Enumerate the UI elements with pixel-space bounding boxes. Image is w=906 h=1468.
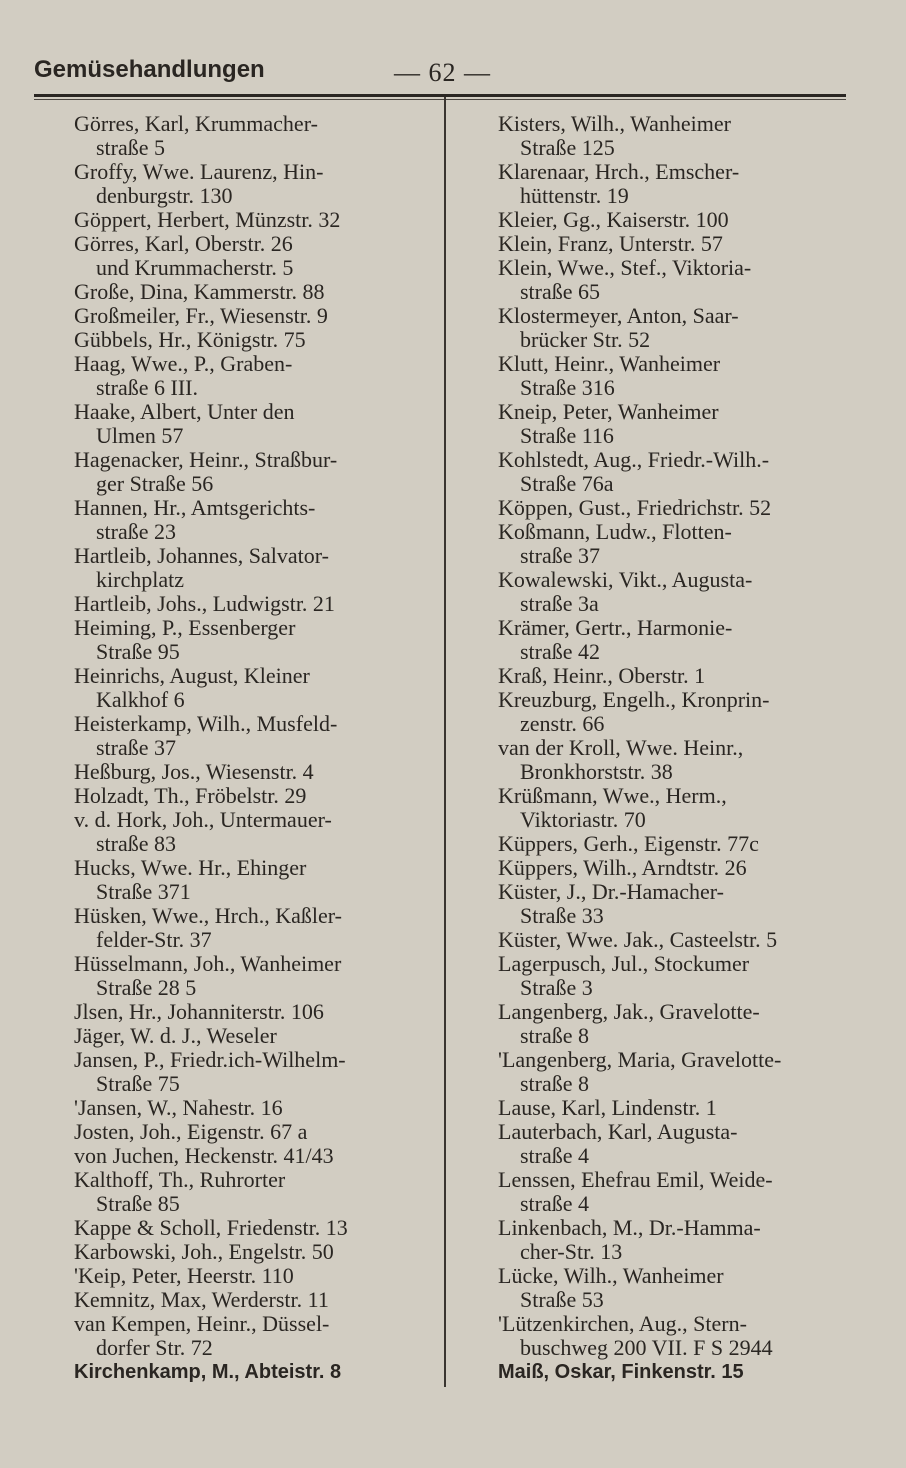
directory-entry xyxy=(74,232,434,280)
entry-name-line: van der Kroll, Wwe. Heinr., xyxy=(498,735,744,760)
directory-entry xyxy=(74,784,434,808)
directory-entry xyxy=(74,448,434,496)
directory-entry xyxy=(498,1216,863,1264)
entry-name-line: Heinrichs, August, Kleiner xyxy=(74,663,310,688)
entry-address-line: straße 65 xyxy=(520,279,601,304)
entry-name-line: Gübbels, Hr., Königstr. 75 xyxy=(74,327,306,352)
directory-entry xyxy=(74,808,434,856)
entry-name-line: Hucks, Wwe. Hr., Ehinger xyxy=(74,855,307,880)
entry-address-line: straße 8 xyxy=(520,1071,590,1096)
entry-name-line: Klein, Franz, Unterstr. 57 xyxy=(498,231,723,256)
entry-address-line: cher-Str. 13 xyxy=(520,1239,623,1264)
entry-address-line: straße 6 III. xyxy=(96,375,199,400)
directory-entry xyxy=(498,1312,863,1360)
entry-name-line: Hüsken, Wwe., Hrch., Kaßler- xyxy=(74,903,342,928)
directory-entry xyxy=(498,880,863,928)
directory-entry xyxy=(498,112,863,160)
directory-entry xyxy=(74,328,434,352)
directory-entry xyxy=(74,1144,434,1168)
entry-name-line: Görres, Karl, Krummacher- xyxy=(74,111,318,136)
entry-name-line: Klein, Wwe., Stef., Viktoria- xyxy=(498,255,752,280)
column-divider xyxy=(444,97,446,1387)
entry-name-line: Küster, Wwe. Jak., Casteelstr. 5 xyxy=(498,927,778,952)
directory-entry xyxy=(74,1312,434,1360)
entry-name-line: Kalthoff, Th., Ruhrorter xyxy=(74,1167,286,1192)
page-number: — 62 — xyxy=(394,58,491,87)
directory-entry xyxy=(498,616,863,664)
entry-address-line: Viktoriastr. 70 xyxy=(520,807,646,832)
entry-name-line: Küppers, Wilh., Arndtstr. 26 xyxy=(498,855,747,880)
entry-name-line: Haake, Albert, Unter den xyxy=(74,399,295,424)
entry-name-line: Jansen, P., Friedr.ich-Wilhelm- xyxy=(74,1047,346,1072)
entry-name-line: Görres, Karl, Oberstr. 26 xyxy=(74,231,293,256)
entry-address-line: Straße 3 xyxy=(520,975,593,1000)
entry-address-line: straße 23 xyxy=(96,519,177,544)
entry-name-line: Lücke, Wilh., Wanheimer xyxy=(498,1263,724,1288)
entry-name-line: Kisters, Wilh., Wanheimer xyxy=(498,111,731,136)
entry-name-line: Hüsselmann, Joh., Wanheimer xyxy=(74,951,342,976)
directory-entry xyxy=(498,664,863,688)
entry-name-line: Kirchenkamp, M., Abteistr. 8 xyxy=(74,1361,342,1383)
directory-entry xyxy=(498,400,863,448)
directory-entry xyxy=(498,832,863,856)
left-column xyxy=(74,112,434,1384)
directory-entry xyxy=(74,544,434,592)
entry-name-line: Heßburg, Jos., Wiesenstr. 4 xyxy=(74,759,314,784)
entry-name-line: Karbowski, Joh., Engelstr. 50 xyxy=(74,1239,334,1264)
directory-entry xyxy=(498,448,863,496)
entry-name-line: Lauterbach, Karl, Augusta- xyxy=(498,1119,738,1144)
directory-entry xyxy=(74,904,434,952)
entry-name-line: Küppers, Gerh., Eigenstr. 77c xyxy=(498,831,759,856)
entry-address-line: buschweg 200 VII. F S 2944 xyxy=(520,1335,773,1360)
entry-name-line: Maiß, Oskar, Finkenstr. 15 xyxy=(498,1361,744,1383)
entry-address-line: straße 4 xyxy=(520,1191,590,1216)
entry-address-line: straße 37 xyxy=(96,735,177,760)
entry-name-line: Kowalewski, Vikt., Augusta- xyxy=(498,567,753,592)
entry-name-line: Kraß, Heinr., Oberstr. 1 xyxy=(498,663,706,688)
entry-name-line: Kleier, Gg., Kaiserstr. 100 xyxy=(498,207,729,232)
entry-address-line: Straße 28 5 xyxy=(96,975,197,1000)
directory-entry xyxy=(498,784,863,832)
directory-entry xyxy=(74,760,434,784)
section-title: Gemüsehandlungen xyxy=(34,56,265,83)
entry-name-line: Große, Dina, Kammerstr. 88 xyxy=(74,279,325,304)
entry-name-line: Klarenaar, Hrch., Emscher- xyxy=(498,159,740,184)
directory-entry xyxy=(74,1360,434,1384)
directory-entry xyxy=(74,1240,434,1264)
directory-entry xyxy=(74,1096,434,1120)
directory-entry xyxy=(498,1360,863,1384)
directory-entry xyxy=(74,592,434,616)
entry-name-line: Langenberg, Jak., Gravelotte- xyxy=(498,999,760,1024)
directory-entry xyxy=(498,1264,863,1312)
directory-entry xyxy=(498,352,863,400)
directory-entry xyxy=(498,1000,863,1048)
directory-entry xyxy=(74,1048,434,1096)
directory-entry xyxy=(498,688,863,736)
entry-address-line: Straße 371 xyxy=(96,879,191,904)
entry-name-line: Heisterkamp, Wilh., Musfeld- xyxy=(74,711,338,736)
entry-name-line: Groffy, Wwe. Laurenz, Hin- xyxy=(74,159,324,184)
directory-entry xyxy=(498,520,863,568)
entry-address-line: kirchplatz xyxy=(96,567,184,592)
directory-entry xyxy=(498,1096,863,1120)
entry-name-line: Kemnitz, Max, Werderstr. 11 xyxy=(74,1287,329,1312)
entry-name-line: Jäger, W. d. J., Weseler xyxy=(74,1023,277,1048)
entry-address-line: Straße 53 xyxy=(520,1287,604,1312)
entry-name-line: Lenssen, Ehefrau Emil, Weide- xyxy=(498,1167,773,1192)
entry-name-line: Klostermeyer, Anton, Saar- xyxy=(498,303,739,328)
entry-name-line: Kreuzburg, Engelh., Kronprin- xyxy=(498,687,770,712)
entry-address-line: zenstr. 66 xyxy=(520,711,605,736)
directory-entry xyxy=(498,568,863,616)
entry-address-line: felder-Str. 37 xyxy=(96,927,212,952)
entry-address-line: dorfer Str. 72 xyxy=(96,1335,213,1360)
entry-address-line: hüttenstr. 19 xyxy=(520,183,629,208)
entry-address-line: ger Straße 56 xyxy=(96,471,214,496)
directory-entry xyxy=(74,952,434,1000)
right-column xyxy=(498,112,863,1384)
directory-entry xyxy=(74,496,434,544)
directory-entry xyxy=(74,1000,434,1024)
entry-address-line: Straße 125 xyxy=(520,135,615,160)
directory-entry xyxy=(74,1264,434,1288)
directory-entry xyxy=(74,112,434,160)
directory-entry xyxy=(74,280,434,304)
entry-name-line: Hannen, Hr., Amtsgerichts- xyxy=(74,495,316,520)
directory-entry xyxy=(74,664,434,712)
entry-name-line: Linkenbach, M., Dr.-Hamma- xyxy=(498,1215,761,1240)
entry-address-line: straße 4 xyxy=(520,1143,590,1168)
entry-address-line: straße 37 xyxy=(520,543,601,568)
entry-name-line: 'Keip, Peter, Heerstr. 110 xyxy=(74,1263,294,1288)
entry-name-line: v. d. Hork, Joh., Untermauer- xyxy=(74,807,332,832)
entry-name-line: Holzadt, Th., Fröbelstr. 29 xyxy=(74,783,307,808)
entry-address-line: denburgstr. 130 xyxy=(96,183,233,208)
entry-name-line: van Kempen, Heinr., Düssel- xyxy=(74,1311,330,1336)
entry-name-line: Krämer, Gertr., Harmonie- xyxy=(498,615,733,640)
entry-name-line: Hartleib, Johannes, Salvator- xyxy=(74,543,329,568)
directory-entry xyxy=(74,1024,434,1048)
directory-entry xyxy=(498,496,863,520)
entry-name-line: Krüßmann, Wwe., Herm., xyxy=(498,783,727,808)
entry-address-line: straße 3a xyxy=(520,591,599,616)
entry-address-line: straße 5 xyxy=(96,135,166,160)
directory-entry xyxy=(498,1120,863,1168)
entry-address-line: Straße 316 xyxy=(520,375,615,400)
entry-name-line: Küster, J., Dr.-Hamacher- xyxy=(498,879,724,904)
entry-address-line: straße 83 xyxy=(96,831,177,856)
directory-entry xyxy=(74,1120,434,1144)
directory-entry xyxy=(74,1288,434,1312)
entry-name-line: Haag, Wwe., P., Graben- xyxy=(74,351,293,376)
header-rule-thin xyxy=(34,99,846,100)
directory-entry xyxy=(74,1216,434,1240)
entry-name-line: Klutt, Heinr., Wanheimer xyxy=(498,351,721,376)
directory-entry xyxy=(498,952,863,1000)
entry-name-line: 'Lützenkirchen, Aug., Stern- xyxy=(498,1311,747,1336)
entry-address-line: Ulmen 57 xyxy=(96,423,184,448)
entry-address-line: und Krummacherstr. 5 xyxy=(96,255,294,280)
directory-entry xyxy=(498,1168,863,1216)
entry-address-line: Bronkhorststr. 38 xyxy=(520,759,673,784)
entry-name-line: Koßmann, Ludw., Flotten- xyxy=(498,519,732,544)
header-rule xyxy=(34,94,846,97)
directory-entry xyxy=(498,928,863,952)
directory-entry xyxy=(74,712,434,760)
directory-entry xyxy=(74,1168,434,1216)
directory-entry xyxy=(74,208,434,232)
directory-entry xyxy=(498,160,863,208)
directory-entry xyxy=(74,400,434,448)
entry-address-line: Straße 76a xyxy=(520,471,614,496)
entry-name-line: Jlsen, Hr., Johanniterstr. 106 xyxy=(74,999,324,1024)
entry-name-line: Kohlstedt, Aug., Friedr.-Wilh.- xyxy=(498,447,770,472)
entry-name-line: von Juchen, Heckenstr. 41/43 xyxy=(74,1143,334,1168)
entry-address-line: brücker Str. 52 xyxy=(520,327,651,352)
entry-name-line: 'Langenberg, Maria, Gravelotte- xyxy=(498,1047,782,1072)
directory-entry xyxy=(74,352,434,400)
directory-entry xyxy=(498,208,863,232)
directory-entry xyxy=(498,856,863,880)
entry-name-line: Josten, Joh., Eigenstr. 67 a xyxy=(74,1119,308,1144)
directory-entry xyxy=(498,1048,863,1096)
entry-name-line: Göppert, Herbert, Münzstr. 32 xyxy=(74,207,341,232)
entry-name-line: Köppen, Gust., Friedrichstr. 52 xyxy=(498,495,772,520)
entry-address-line: Straße 116 xyxy=(520,423,614,448)
page-header xyxy=(34,52,846,92)
entry-name-line: Kneip, Peter, Wanheimer xyxy=(498,399,719,424)
directory-entry xyxy=(74,616,434,664)
entry-name-line: Großmeiler, Fr., Wiesenstr. 9 xyxy=(74,303,328,328)
directory-entry xyxy=(74,160,434,208)
directory-entry xyxy=(498,736,863,784)
entry-address-line: Straße 85 xyxy=(96,1191,180,1216)
entry-name-line: Lagerpusch, Jul., Stockumer xyxy=(498,951,750,976)
entry-name-line: Hartleib, Johs., Ludwigstr. 21 xyxy=(74,591,335,616)
entry-name-line: Heiming, P., Essenberger xyxy=(74,615,296,640)
entry-address-line: straße 8 xyxy=(520,1023,590,1048)
entry-name-line: Kappe & Scholl, Friedenstr. 13 xyxy=(74,1215,348,1240)
entry-address-line: straße 42 xyxy=(520,639,601,664)
entry-address-line: Straße 95 xyxy=(96,639,180,664)
entry-address-line: Straße 75 xyxy=(96,1071,180,1096)
entry-name-line: Lause, Karl, Lindenstr. 1 xyxy=(498,1095,717,1120)
directory-entry xyxy=(74,856,434,904)
entry-address-line: Kalkhof 6 xyxy=(96,687,185,712)
entry-address-line: Straße 33 xyxy=(520,903,604,928)
directory-entry xyxy=(498,232,863,256)
directory-entry xyxy=(74,304,434,328)
entry-name-line: Hagenacker, Heinr., Straßbur- xyxy=(74,447,338,472)
directory-entry xyxy=(498,304,863,352)
directory-entry xyxy=(498,256,863,304)
entry-name-line: 'Jansen, W., Nahestr. 16 xyxy=(74,1095,283,1120)
